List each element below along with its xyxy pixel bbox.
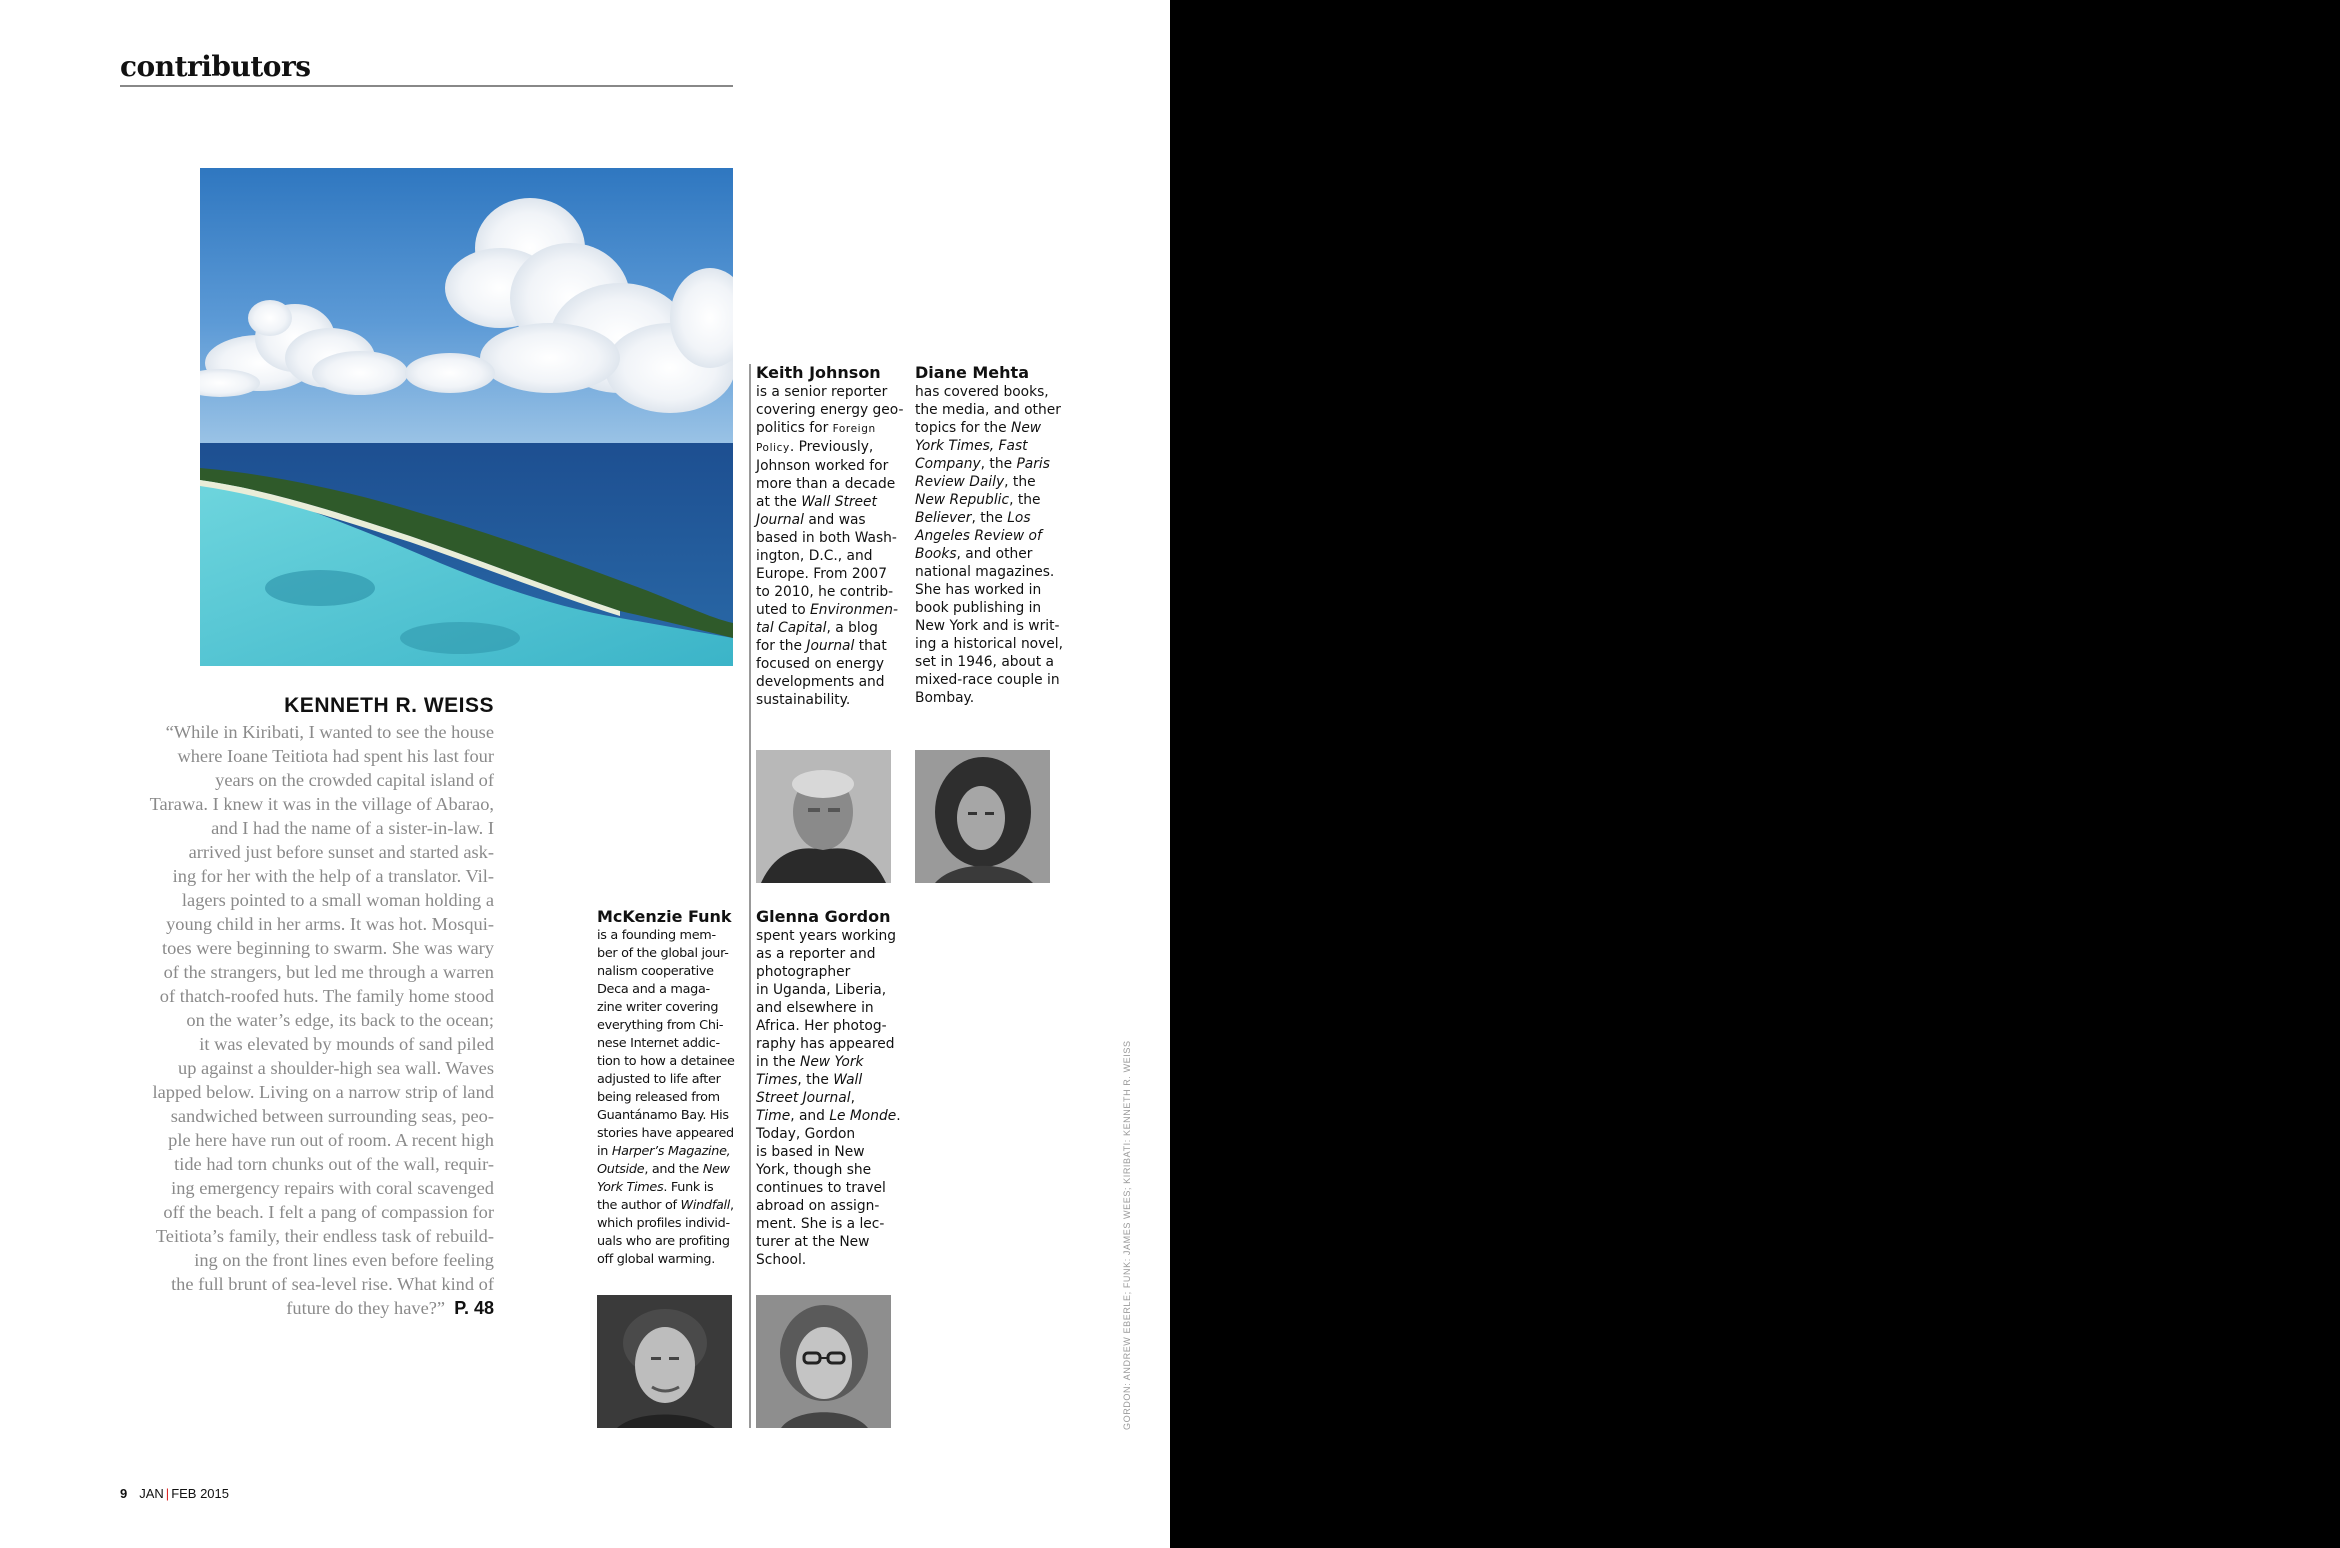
contributor-name: Glenna Gordon [756,907,891,926]
quote-line: toes were beginning to swarm. She was wary [162,938,494,958]
lead-contributor-name: KENNETH R. WEISS [284,694,494,717]
contributor-name: Diane Mehta [915,363,1029,382]
quote-line: lapped below. Living on a narrow strip of land [152,1082,494,1102]
bio-mckenzie-funk: McKenzie Funk is a founding mem- ber of the global jour- nalism cooperative Deca and a maga- zine writer covering everything from Chi- nese Internet addic- tion to how a detainee adjusted to life after being released from Guantánamo Bay. His stories have appeared in Harper’s Magazine, Outside, and the New York Times. Funk is the author of Windfall, which profiles individ- uals who are profiting off global warming. [597,907,747,1269]
quote-line: sandwiched between surrounding seas, peo- [170,1106,494,1126]
quote-line: ple here have run out of room. A recent high [168,1130,494,1150]
quote-line: tide had torn chunks out of the wall, requir- [174,1154,494,1174]
column-divider [749,364,751,1428]
quote-line: where Ioane Teitiota had spent his last four [177,746,494,766]
title-rule [120,85,733,87]
quote-line: off the beach. I felt a pang of compassion for [163,1202,494,1222]
quote-line: ing on the front lines even before feeling [194,1250,494,1270]
portrait-keith-johnson [756,750,891,883]
quote-line: “While in Kiribati, I wanted to see the house [165,722,494,742]
quote-last-line: future do they have?” P. 48 [286,1298,494,1318]
bio-glenna-gordon: Glenna Gordon spent years working as a reporter and photographer in Uganda, Liberia, and elsewhere in Africa. Her photog- raphy has appeared in the New York Times, the Wall Street Journal, Time, and Le Monde. Today, Gordon is based in New York, though she continues to travel abroad on assign- ment. She is a lec- turer at the New School. [756,907,906,1269]
magazine-page: contributors KENNETH R. WEISS “While in Kiribati, I wanted to see the house where Ioane Teitiota had spent his last four years on the crowded capital island of Tarawa. I knew it was in the village of Abarao, and I had the name of a sister-in-law. I arrived just before sunset and started ask- ing for her with the help of a translator. Vil- lagers pointed to a small woman holding a young child in her arms. It was hot. Mosqui- toes were beginning to swarm. She was wary of the strangers, but led me through a warren of thatch-roofed huts. The family home stood on the water’s edge, its back to the ocean; it was elevated by mounds of sand piled up against a shoulder-high sea wall. Waves lapped below. Living on a narrow strip of land sandwiched between surrounding seas, peo- ple here have run out of room. A recent high tide had torn chunks out of the wall, requir- ing emergency repairs with coral scavenged off the beach. I felt a pang of compassion for Teitiota’s family, their endless task of rebuild- ing on the front lines even before feeling the full brunt of sea-level rise. What kind of future do they have?” P. 48 Keith Johnson is a senior reporter covering energy geo- politics for Foreign Policy. Previously, Johnson worked for more than a decade at the Wall Street Journal and was based in both Wash- ington, D.C., and Europe. From 2007 to 2010, he contrib- uted to Environmen- tal Capital, a blog for the Journal that focused on energy developments and sustainability. Diane Mehta has covered books, the media, and other topics for the New York Times, Fast Company, the Paris Review Daily, the New Republic, the Believer, the Los Angeles Review of Books, and other national magazines. She has worked in book publishing in New York and is writ- ing a historical novel, set in 1946, about a mixed-race couple in Bombay. McKenzie Funk is a founding mem- ber of the global jour- nalism cooperative Deca and a maga- zine writer covering everything from Chi- nese Internet addic- tion to how a detainee adjusted to life after being released from Guantánamo Bay. His stories have appeared in Harper’s Magazine, Outside, and the New York Times. Funk is the author of Windfall, which profiles individ- uals who are profiting off global warming. Glenna Gordon spent years working as a reporter and photographer in Uganda, Liberia, and elsewhere in Africa. Her photog- raphy has appeared in the New York Times, the Wall Street Journal, Time, and Le Monde. Today, Gordon is based in New York, though she continues to travel abroad on assign- ment. She is a lec- turer at the New School. GORDON: ANDREW EBERLE; FUNK: JAMES WEES; KIRIBATI: KENNETH R. WEISS 9 JAN | FEB 2015 [0,0,1170,1548]
quote-line: of thatch-roofed huts. The family home stood [159,986,494,1006]
quote-line: of the strangers, but led me through a warren [163,962,494,982]
issue-rest: FEB 2015 [171,1486,230,1501]
quote-line: Teitiota’s family, their endless task of rebuild- [155,1226,494,1246]
bio-keith-johnson: Keith Johnson is a senior reporter covering energy geo- politics for Foreign Policy. Previously, Johnson worked for more than a decade at the Wall Street Journal and was based in both Wash- ington, D.C., and Europe. From 2007 to 2010, he contrib- uted to Environmen- tal Capital, a blog for the Journal that focused on energy developments and sustainability. [756,363,906,709]
quote-line: on the water’s edge, its back to the ocean; [186,1010,494,1030]
quote-line: up against a shoulder-high sea wall. Waves [178,1058,494,1078]
issue-month: JAN [139,1486,164,1501]
portrait-diane-mehta [915,750,1050,883]
quote-line: it was elevated by mounds of sand piled [199,1034,494,1054]
quote-line: young child in her arms. It was hot. Mosqui- [166,914,494,934]
section-title: contributors [120,50,311,83]
portrait-mckenzie-funk [597,1295,732,1428]
kiribati-aerial-photo [200,168,733,666]
page-footer [120,1486,229,1501]
lead-quote [112,720,494,1320]
bio-diane-mehta: Diane Mehta has covered books, the media, and other topics for the New York Times, Fast Company, the Paris Review Daily, the New Republic, the Believer, the Los Angeles Review of Books, and other national magazines. She has worked in book publishing in New York and is writ- ing a historical novel, set in 1946, about a mixed-race couple in Bombay. [915,363,1063,706]
contributor-name: Keith Johnson [756,363,881,382]
quote-line: the full brunt of sea-level rise. What kind of [171,1274,494,1294]
quote-line: ing emergency repairs with coral scavenged [171,1178,494,1198]
quote-line: arrived just before sunset and started ask- [188,842,494,862]
quote-line: lagers pointed to a small woman holding a [181,890,494,910]
issue-divider: | [165,1486,170,1501]
page-number: 9 [120,1486,128,1501]
quote-line: ing for her with the help of a translator. Vil- [172,866,494,886]
page-reference: P. 48 [454,1298,494,1318]
quote-line: years on the crowded capital island of [215,770,494,790]
portrait-glenna-gordon [756,1295,891,1428]
quote-line: and I had the name of a sister-in-law. I [211,818,494,838]
quote-line: Tarawa. I knew it was in the village of Abarao, [149,794,494,814]
contributor-name: McKenzie Funk [597,907,732,926]
